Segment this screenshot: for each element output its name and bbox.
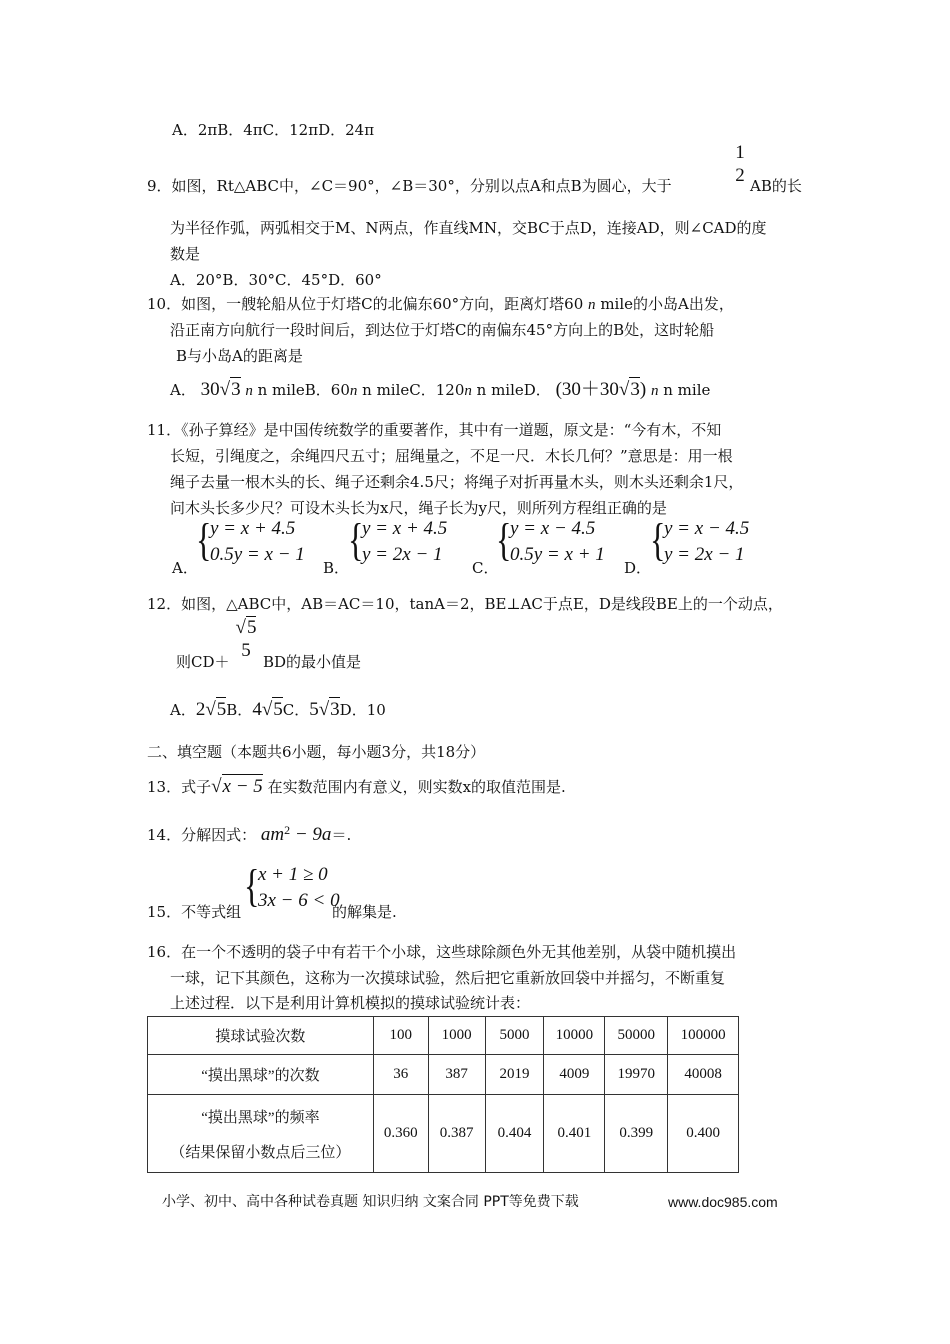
table-cell: 19970: [605, 1055, 668, 1095]
brace-icon: {: [348, 514, 364, 565]
q11-opt-b-eq1: y = x + 4.5: [362, 518, 448, 539]
q16-line2: 一球，记下其颜色，这称为一次摸球试验，然后把它重新放回袋中并摇匀，不断重复: [170, 969, 726, 987]
q10-opt-d-rad: 3: [630, 379, 640, 400]
brace-icon: {: [196, 514, 212, 565]
q10-opt-d-open: (30＋30: [555, 379, 619, 400]
q14-line: [147, 818, 351, 847]
q12-options: [170, 697, 386, 722]
q14-expr-a: am: [260, 824, 285, 845]
table-cell: 4009: [544, 1055, 605, 1095]
q15-eq2: 3x − 6 < 0: [258, 890, 340, 911]
table-header-trials: 摸球试验次数: [148, 1017, 374, 1055]
q12-opt-b-rad: 5: [273, 699, 283, 720]
q9-line1-prefix: 9．如图，Rt△ABC中，∠C＝90°，∠B＝30°，分别以点A和点B为圆心，大于: [147, 177, 672, 195]
q10-opt-a-coef: 30: [200, 379, 220, 400]
q10-opt-b-n: n: [349, 383, 358, 399]
table-cell: 0.401: [544, 1095, 605, 1173]
table-row: [148, 1055, 739, 1095]
q10-opt-b-unit: n mileC．120: [362, 381, 465, 399]
q15-prefix: 15．不等式组: [147, 903, 242, 921]
q10-opt-d-close: ): [639, 379, 647, 400]
q12-opt-c-label: C．: [282, 701, 310, 719]
stats-table: [147, 1016, 739, 1173]
q11-opt-c-eq2: 0.5y = x + 1: [510, 544, 605, 565]
table-header-frequency: [148, 1095, 374, 1173]
q13-prefix: 13．式子: [147, 778, 212, 796]
q10-opt-c-n: n: [464, 383, 472, 399]
radical-sign-icon: √: [205, 699, 216, 720]
table-cell: 40008: [668, 1055, 739, 1095]
q11-line4: 问木头长多少尺？可设木头长为x尺，绳子长为y尺，则所列方程组正确的是: [170, 499, 667, 517]
table-row: [148, 1095, 739, 1173]
q10-line2: 沿正南方向航行一段时间后，到达位于灯塔C的南偏东45°方向上的B处，这时轮船: [170, 321, 715, 339]
q9-line3: 数是: [170, 245, 201, 263]
table-cell: 0.360: [373, 1095, 428, 1173]
table-header-black-count: “摸出黑球”的次数: [148, 1055, 374, 1095]
q10-opt-a-n: n: [245, 383, 253, 399]
q12-line2-a: 则CD＋: [176, 653, 230, 671]
q16-line1: 16．在一个不透明的袋子中有若干个小球，这些球除颜色外无其他差别，从袋中随机摸出: [147, 943, 737, 961]
q11-opt-b-eq2: y = 2x − 1: [362, 544, 443, 565]
brace-icon: {: [496, 514, 512, 565]
q12-opt-c-coef: 5: [309, 699, 319, 720]
q11-opt-a-eq1: y = x + 4.5: [210, 518, 296, 539]
q12-frac-den: 5: [241, 640, 251, 661]
q10-opt-a-unit: n mileB．60: [257, 381, 350, 399]
q10-line1: [147, 294, 734, 315]
table-cell: 387: [428, 1055, 485, 1095]
q14-expr-b: − 9a: [290, 824, 332, 845]
q12-line1: 12．如图，△ABC中，AB＝AC＝10，tanA＝2，BE⊥AC于点E，D是线段BE上的一个动点，: [147, 595, 783, 613]
radical-sign-icon: √: [219, 379, 231, 400]
q8-options: A．2πB．4πC．12πD．24π: [172, 121, 375, 139]
q9-options: A．20°B．30°C．45°D．60°: [170, 271, 382, 289]
q12-opt-d-label: D．10: [339, 701, 386, 719]
table-cell: 0.400: [668, 1095, 739, 1173]
q13-rad: x − 5: [222, 776, 263, 797]
table-cell: 0.404: [485, 1095, 544, 1173]
q12-opt-a-rad: 5: [216, 699, 227, 720]
q12-frac-num-rad: 5: [246, 617, 257, 638]
radical-sign-icon: √: [261, 699, 273, 720]
q13-line: [147, 774, 566, 799]
q10-line1-a: 10．如图，一艘轮船从位于灯塔C的北偏东60°方向，距离灯塔60: [147, 295, 584, 313]
q12-opt-a-coef: 2: [195, 699, 206, 720]
q11-opt-a-label: A．: [172, 559, 198, 577]
q11-opt-c-label: C．: [472, 559, 499, 577]
q11-opt-c-eq1: y = x − 4.5: [510, 518, 596, 539]
table-cell: 50000: [605, 1017, 668, 1055]
q10-unit-n: n: [588, 297, 596, 313]
q11-opt-d-eq1: y = x − 4.5: [664, 518, 750, 539]
q12-opt-a-label: A．: [170, 701, 196, 719]
q12-opt-b-coef: 4: [252, 699, 262, 720]
q10-line1-b: mile的小岛A出发，: [600, 295, 734, 313]
q13-suffix: 在实数范围内有意义，则实数x的取值范围是.: [267, 778, 566, 796]
q10-opt-a-label: A．: [170, 381, 196, 399]
q15-suffix: 的解集是.: [332, 903, 397, 921]
q16-line3: 上述过程．以下是利用计算机模拟的摸球试验统计表：: [170, 994, 531, 1012]
table-cell: 0.387: [428, 1095, 485, 1173]
q14-prefix: 14．分解因式：: [147, 826, 257, 844]
q11-line3: 绳子去量一根木头的长、绳子还剩余4.5尺；将绳子对折再量木头，则木头还剩余1尺，: [170, 473, 744, 491]
section2-title: 二、填空题（本题共6小题，每小题3分，共18分）: [147, 743, 486, 761]
q11-opt-a-eq2: 0.5y = x − 1: [210, 544, 305, 565]
radical-sign-icon: √: [235, 617, 246, 638]
table-cell: 10000: [544, 1017, 605, 1055]
q12-opt-b-label: B．: [226, 701, 253, 719]
q9-frac-num: 1: [735, 142, 745, 163]
radical-sign-icon: √: [318, 699, 330, 720]
footer-left: 小学、初中、高中各种试卷真题 知识归纳 文案合同 PPT等免费下载: [162, 1194, 579, 1210]
q9-fraction: [732, 142, 748, 187]
q12-fraction: [232, 616, 260, 662]
q9-frac-den: 2: [735, 165, 745, 186]
table-header-frequency-a: “摸出黑球”的频率: [201, 1109, 320, 1126]
table-cell: 100: [373, 1017, 428, 1055]
q9-line2: 为半径作弧，两弧相交于M、N两点，作直线MN，交BC于点D，连接AD，则∠CAD的度: [170, 219, 767, 237]
table-cell: 1000: [428, 1017, 485, 1055]
q11-opt-d-eq2: y = 2x − 1: [664, 544, 745, 565]
table-cell: 2019: [485, 1055, 544, 1095]
q14-expr-exp: 2: [284, 823, 291, 837]
q10-opt-a-rad: 3: [231, 379, 241, 400]
q9-line1-suffix: AB的长: [750, 177, 802, 195]
q10-options: [170, 377, 710, 403]
table-cell: 5000: [485, 1017, 544, 1055]
q11-opt-d-label: D．: [624, 559, 652, 577]
q12-line2-b: BD的最小值是: [263, 653, 362, 671]
radical-sign-icon: √: [211, 776, 222, 797]
q10-opt-d-unit: n mile: [663, 381, 711, 399]
brace-icon: {: [650, 514, 666, 565]
table-header-frequency-b: （结果保留小数点后三位）: [170, 1144, 351, 1161]
brace-icon: {: [244, 860, 260, 911]
table-row: [148, 1017, 739, 1055]
q11-opt-b-label: B．: [323, 559, 350, 577]
q10-opt-c-unit: n mileD．: [476, 381, 551, 399]
table-cell: 0.399: [605, 1095, 668, 1173]
q15-eq1: x + 1 ≥ 0: [258, 864, 328, 885]
q10-opt-d-n: n: [650, 383, 659, 399]
radical-sign-icon: √: [618, 379, 630, 400]
q10-line3: B与小岛A的距离是: [176, 347, 303, 365]
q14-suffix: ＝.: [331, 826, 352, 844]
footer-right[interactable]: www.doc985.com: [668, 1194, 778, 1210]
q11-line2: 长短，引绳度之，余绳四尺五寸；屈绳量之，不足一尺．木长几何？”意思是：用一根: [170, 447, 733, 465]
q12-opt-c-rad: 3: [330, 699, 340, 720]
q12-frac-num: [232, 616, 260, 639]
table-cell: 36: [373, 1055, 428, 1095]
q11-line1: 11．《孙子算经》是中国传统数学的重要著作，其中有一道题，原文是：“今有木，不知: [147, 421, 722, 439]
table-cell: 100000: [668, 1017, 739, 1055]
